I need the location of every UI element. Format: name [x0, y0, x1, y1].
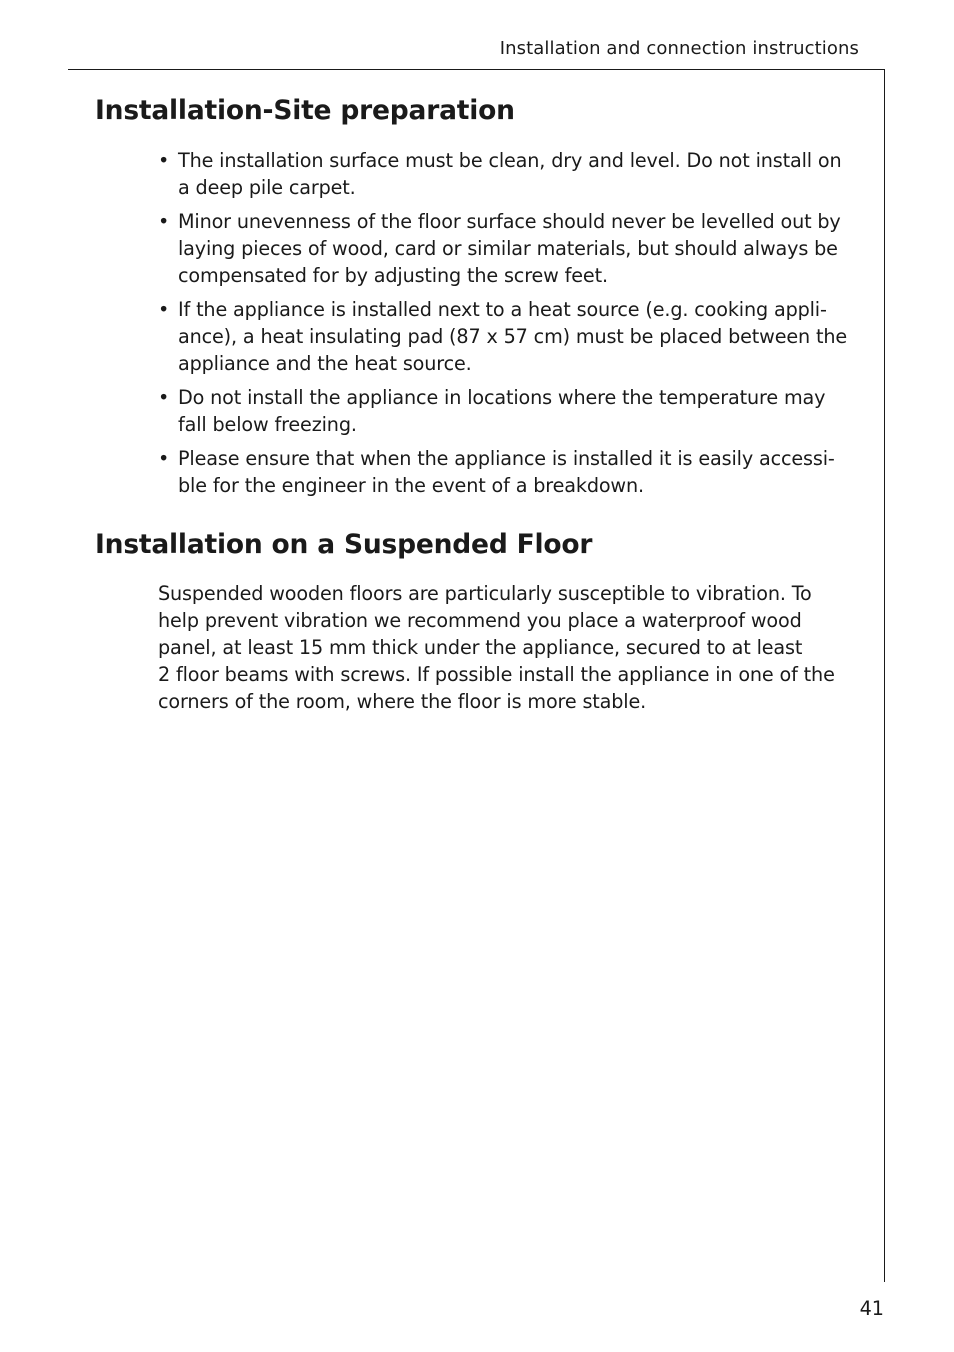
section-heading-suspended-floor: Installation on a Suspended Floor: [95, 529, 593, 560]
bullet-marker: •: [158, 149, 170, 172]
header-rule: [68, 69, 885, 70]
list-item-line: The installation surface must be clean, dry and level. Do not install on: [178, 149, 842, 172]
list-item: [158, 147, 858, 201]
list-item-line: ble for the engineer in the event of a breakdown.: [178, 474, 644, 497]
bullet-marker: •: [158, 298, 170, 321]
list-item: [158, 296, 858, 377]
list-item-line: fall below freezing.: [178, 413, 357, 436]
list-item-line: laying pieces of wood, card or similar materials, but should always be: [178, 237, 838, 260]
paragraph-line: help prevent vibration we recommend you place a waterproof wood: [158, 609, 802, 632]
list-item: [158, 445, 858, 499]
list-item-line: Minor unevenness of the floor surface should never be levelled out by: [178, 210, 841, 233]
site-preparation-list: [158, 147, 858, 506]
list-item-line: Please ensure that when the appliance is installed it is easily accessi-: [178, 447, 835, 470]
bullet-marker: •: [158, 210, 170, 233]
paragraph-line: Suspended wooden floors are particularly susceptible to vibration. To: [158, 582, 812, 605]
list-item-line: If the appliance is installed next to a heat source (e.g. cooking appli-: [178, 298, 827, 321]
list-item-line: a deep pile carpet.: [178, 176, 356, 199]
paragraph-line: panel, at least 15 mm thick under the appliance, secured to at least: [158, 636, 803, 659]
running-header: Installation and connection instructions: [499, 38, 859, 59]
page-number: 41: [859, 1297, 884, 1320]
paragraph-line: 2 floor beams with screws. If possible install the appliance in one of the: [158, 663, 835, 686]
list-item-line: appliance and the heat source.: [178, 352, 472, 375]
side-rule: [884, 69, 885, 1282]
list-item-line: Do not install the appliance in locations where the temperature may: [178, 386, 826, 409]
paragraph-line: corners of the room, where the floor is more stable.: [158, 690, 647, 713]
bullet-marker: •: [158, 386, 170, 409]
list-item-line: compensated for by adjusting the screw feet.: [178, 264, 608, 287]
bullet-marker: •: [158, 447, 170, 470]
list-item: [158, 384, 858, 438]
suspended-floor-paragraph: [158, 580, 858, 715]
list-item: [158, 208, 858, 289]
list-item-line: ance), a heat insulating pad (87 x 57 cm) must be placed between the: [178, 325, 848, 348]
section-heading-site-preparation: Installation-Site preparation: [95, 95, 515, 126]
